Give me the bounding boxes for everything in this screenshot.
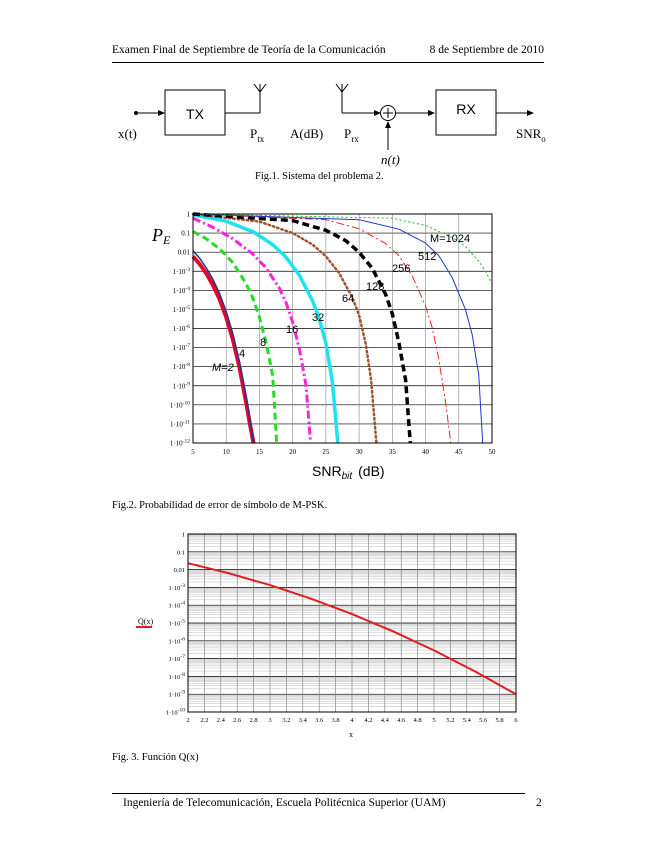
y-tick-label: $1\cdot 10^{-4}$ bbox=[172, 285, 190, 295]
ptx-label bbox=[250, 126, 265, 144]
x-tick-label: 2.2 bbox=[200, 717, 209, 724]
y-tick-label: $1\cdot 10^{-3}$ bbox=[168, 582, 185, 592]
x-tick-label: 2.4 bbox=[216, 717, 225, 724]
fig2-ylabel-main: P bbox=[152, 225, 163, 245]
header-exam-title: Examen Final de Septiembre de Teoría de la Comunicación bbox=[112, 44, 386, 56]
x-tick-label: 5.4 bbox=[462, 717, 471, 724]
x-tick-label: 3.2 bbox=[282, 717, 291, 724]
y-tick-label: $1\cdot 10^{-3}$ bbox=[172, 266, 190, 276]
fig2-label-m1024: M=1024 bbox=[430, 233, 471, 245]
y-tick-label: $1\cdot 10^{-4}$ bbox=[168, 600, 185, 610]
x-tick-label: 45 bbox=[455, 448, 463, 456]
header-date: 8 de Septiembre de 2010 bbox=[429, 44, 544, 56]
fig2-label-m32: 32 bbox=[312, 312, 325, 324]
x-tick-label: 5 bbox=[191, 448, 195, 456]
fig2-label-m16: 16 bbox=[286, 324, 299, 336]
header-rule bbox=[112, 62, 544, 63]
y-tick-label: 1 bbox=[186, 210, 190, 219]
rx-label: RX bbox=[456, 101, 476, 117]
fig2-grid bbox=[193, 214, 492, 443]
y-tick-label: 0.01 bbox=[177, 248, 190, 257]
fig3-caption: Fig. 3. Función Q(x) bbox=[112, 752, 199, 763]
x-tick-label: 2.8 bbox=[249, 717, 258, 724]
x-tick-label: 4 bbox=[350, 717, 354, 724]
x-tick-label: 15 bbox=[255, 448, 263, 456]
x-tick-label: 4.2 bbox=[364, 717, 373, 724]
y-tick-label: 0.1 bbox=[176, 549, 185, 557]
attenuation-label: A(dB) bbox=[290, 126, 324, 141]
prx-label-main: P bbox=[344, 126, 352, 141]
fig2-label-m512: 512 bbox=[418, 251, 437, 263]
x-tick-label: 40 bbox=[422, 448, 430, 456]
fig2-label-m64: 64 bbox=[342, 293, 355, 305]
y-tick-label: $1\cdot 10^{-6}$ bbox=[168, 636, 185, 646]
snr-label-main: SNR bbox=[516, 126, 542, 141]
y-tick-label: $1\cdot 10^{-10}$ bbox=[165, 707, 185, 717]
ptx-label-main: P bbox=[250, 126, 258, 141]
y-tick-label: $1\cdot 10^{-5}$ bbox=[172, 304, 190, 314]
snr-label-sub: o bbox=[541, 134, 546, 144]
x-tick-label: 3.6 bbox=[315, 717, 324, 724]
snr-label bbox=[516, 126, 546, 144]
y-tick-label: $1\cdot 10^{-11}$ bbox=[170, 419, 190, 429]
footer-rule bbox=[112, 793, 525, 794]
y-tick-label: $1\cdot 10^{-5}$ bbox=[168, 618, 185, 628]
x-tick-label: 4.6 bbox=[397, 717, 406, 724]
y-tick-label: 0.01 bbox=[173, 567, 185, 575]
fig2-label-m128: 128 bbox=[366, 281, 385, 293]
prx-label bbox=[344, 126, 359, 144]
x-tick-label: 3 bbox=[268, 717, 272, 724]
fig3-qfunction-chart bbox=[130, 528, 530, 743]
y-tick-label: $1\cdot 10^{-7}$ bbox=[172, 343, 190, 353]
x-tick-label: 3.4 bbox=[298, 717, 307, 724]
y-tick-label: $1\cdot 10^{-12}$ bbox=[169, 438, 190, 448]
x-tick-label: 20 bbox=[289, 448, 297, 456]
x-tick-label: 10 bbox=[222, 448, 230, 456]
y-tick-label: $1\cdot 10^{-7}$ bbox=[168, 654, 185, 664]
fig2-label-m256: 256 bbox=[392, 263, 411, 275]
prx-label-sub: rx bbox=[351, 134, 359, 144]
x-tick-label: 2 bbox=[186, 717, 190, 724]
y-tick-label: $1\cdot 10^{-9}$ bbox=[172, 381, 190, 391]
y-tick-label: 1 bbox=[181, 531, 185, 539]
fig2-label-m2: M=2 bbox=[212, 362, 234, 374]
x-tick-label: 6 bbox=[514, 717, 518, 724]
y-tick-label: $1\cdot 10^{-9}$ bbox=[168, 689, 185, 699]
footer-institution: Ingeniería de Telecomunicación, Escuela Politécnica Superior (UAM) bbox=[123, 797, 446, 809]
fig1-caption: Fig.1. Sistema del problema 2. bbox=[255, 171, 384, 182]
y-tick-label: $1\cdot 10^{-8}$ bbox=[168, 671, 185, 681]
x-tick-label: 5.2 bbox=[446, 717, 455, 724]
fig2-ylabel bbox=[151, 225, 171, 247]
y-tick-label: $1\cdot 10^{-10}$ bbox=[169, 400, 190, 410]
tx-label: TX bbox=[186, 106, 204, 122]
fig2-mpsk-chart bbox=[140, 205, 510, 495]
x-tick-label: 50 bbox=[488, 448, 496, 456]
fig2-ylabel-sub: E bbox=[163, 233, 171, 247]
x-tick-label: 3.8 bbox=[331, 717, 340, 724]
x-tick-label: 2.6 bbox=[233, 717, 242, 724]
input-label: x(t) bbox=[118, 126, 137, 141]
fig3-ylabel: Q(x) bbox=[138, 617, 154, 626]
fig3-xlabel: x bbox=[349, 730, 353, 739]
noise-label: n(t) bbox=[381, 152, 400, 167]
x-tick-label: 5.6 bbox=[479, 717, 488, 724]
fig2-xlabel bbox=[312, 463, 385, 482]
fig2-label-m4: 4 bbox=[239, 348, 246, 360]
fig2-xlabel-main: SNR bbox=[312, 463, 342, 479]
fig2-xlabel-unit: (dB) bbox=[358, 463, 385, 479]
x-tick-label: 5.8 bbox=[495, 717, 504, 724]
ptx-label-sub: tx bbox=[257, 134, 265, 144]
x-tick-label: 5 bbox=[432, 717, 436, 724]
y-tick-label: 0.1 bbox=[181, 229, 190, 238]
x-tick-label: 4.8 bbox=[413, 717, 422, 724]
fig2-caption: Fig.2. Probabilidad de error de símbolo de M-PSK. bbox=[112, 500, 328, 511]
fig2-tick-labels bbox=[170, 211, 496, 457]
fig2-xlabel-sub: bit bbox=[341, 471, 353, 482]
page-number: 2 bbox=[536, 797, 542, 809]
y-tick-label: $1\cdot 10^{-6}$ bbox=[172, 324, 190, 333]
fig3-grid bbox=[188, 534, 516, 712]
fig2-label-m8: 8 bbox=[260, 337, 267, 349]
x-tick-label: 30 bbox=[355, 448, 363, 456]
y-tick-label: $1\cdot 10^{-8}$ bbox=[172, 362, 190, 372]
x-tick-label: 4.4 bbox=[380, 717, 389, 724]
fig1-block-diagram bbox=[110, 78, 570, 170]
x-tick-label: 35 bbox=[388, 448, 396, 456]
x-tick-label: 25 bbox=[322, 448, 330, 456]
